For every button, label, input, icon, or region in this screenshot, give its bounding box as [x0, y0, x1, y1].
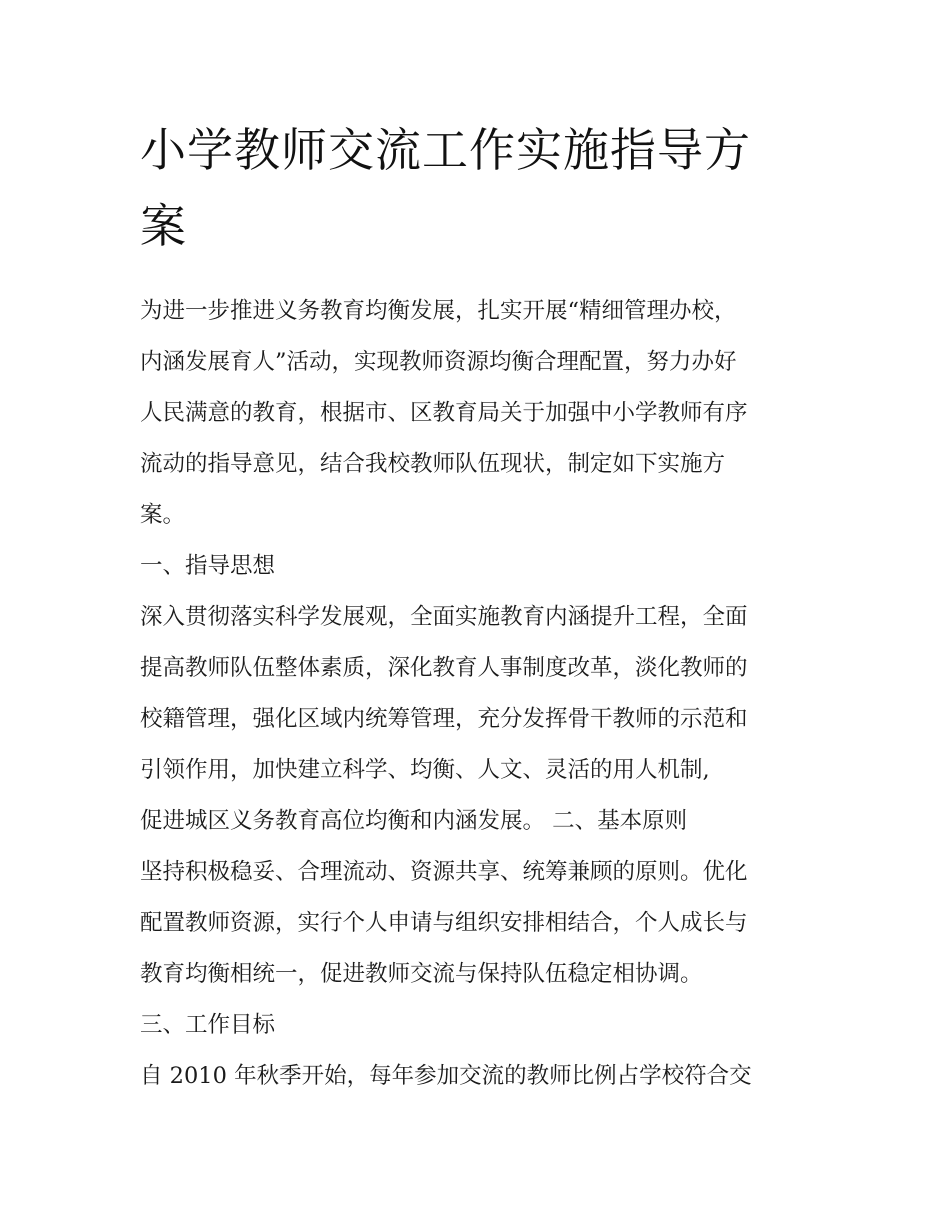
body-line: 案。 [140, 502, 186, 528]
title-line: 案 [140, 199, 187, 253]
body-line: 坚持积极稳妥、合理流动、资源共享、统筹兼顾的原则。优化 [140, 859, 748, 885]
body-line: 引领作用，加快建立科学、均衡、人文、灵活的用人机制, [140, 757, 710, 783]
section-heading-work-goals: 三、工作目标 [140, 1012, 276, 1038]
body-line: 流动的指导意见，结合我校教师队伍现状，制定如下实施方 [140, 451, 726, 477]
body-line: 内涵发展育人”活动，实现教师资源均衡合理配置，努力办好 [140, 349, 737, 375]
body-line: 促进城区义务教育高位均衡和内涵发展。 二、基本原则 [140, 808, 688, 834]
body-line: 自 2010 年秋季开始，每年参加交流的教师比例占学校符合交 [140, 1063, 752, 1089]
body-line: 深入贯彻落实科学发展观，全面实施教育内涵提升工程，全面 [140, 604, 748, 630]
body-line: 为进一步推进义务教育均衡发展，扎实开展“精细管理办校， [140, 298, 737, 324]
title-line: 小学教师交流工作实施指导方 [140, 123, 751, 177]
body-line: 提高教师队伍整体素质，深化教育人事制度改革，淡化教师的 [140, 655, 748, 681]
document-title [140, 112, 820, 264]
body-line: 教育均衡相统一，促进教师交流与保持队伍稳定相协调。 [140, 961, 703, 987]
body-line: 校籍管理，强化区域内统筹管理，充分发挥骨干教师的示范和 [140, 706, 748, 732]
document-body [140, 286, 820, 1102]
section-heading-guiding-ideology: 一、指导思想 [140, 553, 276, 579]
document-content [140, 112, 820, 1102]
body-line: 配置教师资源，实行个人申请与组织安排相结合，个人成长与 [140, 910, 748, 936]
body-line: 人民满意的教育，根据市、区教育局关于加强中小学教师有序 [140, 400, 748, 426]
